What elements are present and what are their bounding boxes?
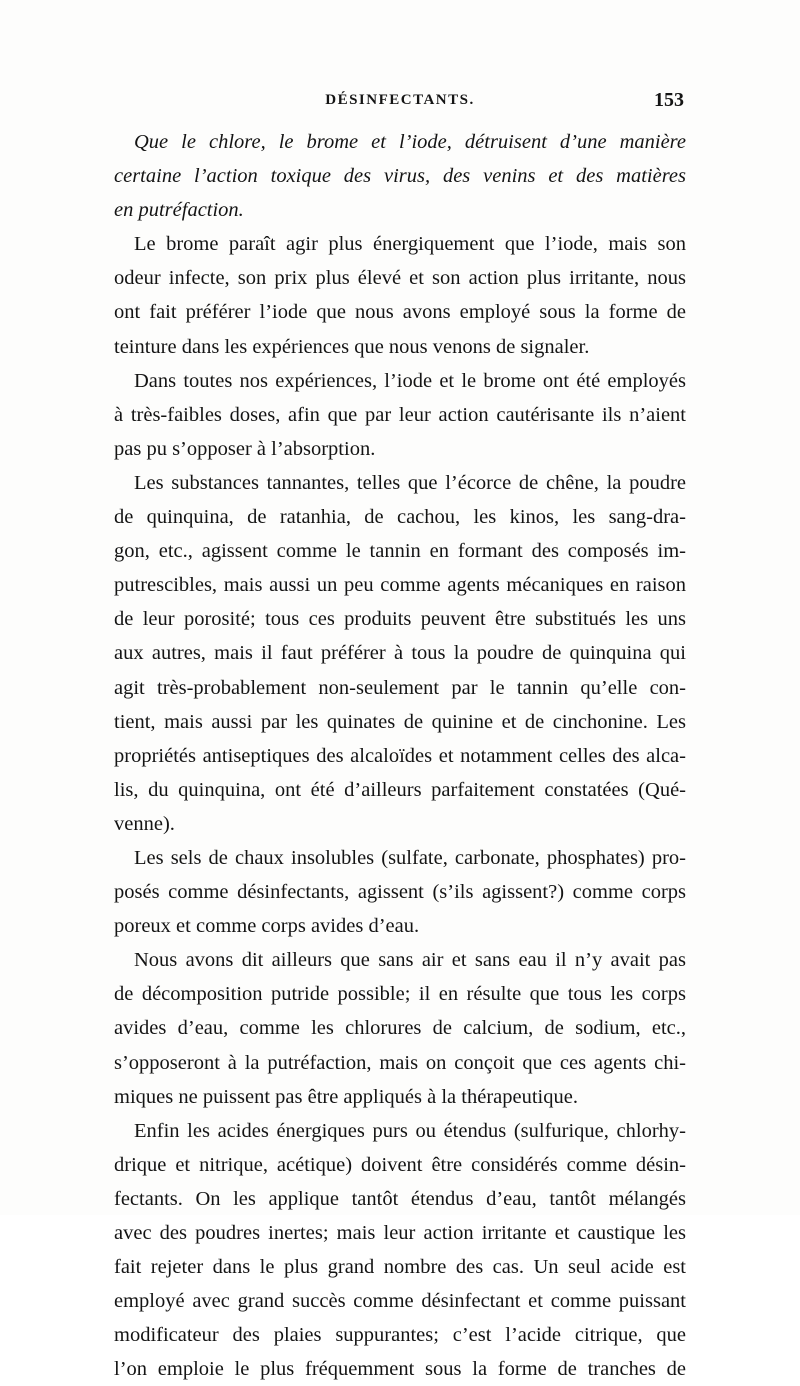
text-line: drique et nitrique, acétique) doivent être considérés comme désin- xyxy=(114,1153,686,1176)
text-line: odeur infecte, son prix plus élevé et son action plus irritante, nous xyxy=(114,267,686,290)
text-line: teinture dans les expériences que nous venons de signaler. xyxy=(114,335,590,358)
text-line: posés comme désinfectants, agissent (s’ils agissent?) comme corps xyxy=(114,881,686,904)
text-line: miques ne puissent pas être appliqués à la thérapeutique. xyxy=(114,1085,578,1108)
text-line: tient, mais aussi par les quinates de quinine et de cinchonine. Les xyxy=(114,710,686,733)
text-line: pas pu s’opposer à l’absorption. xyxy=(114,437,376,460)
text-line: venne). xyxy=(114,812,175,835)
text-line: avides d’eau, comme les chlorures de calcium, de sodium, etc., xyxy=(114,1017,686,1040)
text-line: certaine l’action toxique des virus, des venins et des matières xyxy=(114,165,686,188)
text-line: en putréfaction. xyxy=(114,199,244,222)
text-line: de quinquina, de ratanhia, de cachou, les kinos, les sang-dra- xyxy=(114,506,686,529)
page-number: 153 xyxy=(654,89,684,111)
text-line: Les substances tannantes, telles que l’écorce de chêne, la poudre xyxy=(134,471,686,494)
text-line: lis, du quinquina, ont été d’ailleurs parfaitement constatées (Qué- xyxy=(114,778,686,801)
text-line: fait rejeter dans le plus grand nombre des cas. Un seul acide est xyxy=(114,1256,686,1279)
text-line: Que le chlore, le brome et l’iode, détruisent d’une manière xyxy=(134,131,686,153)
text-line: poreux et comme corps avides d’eau. xyxy=(114,915,420,938)
text-line: gon, etc., agissent comme le tannin en formant des composés im- xyxy=(114,540,686,563)
running-head-title: DÉSINFECTANTS. xyxy=(325,92,475,108)
text-line: l’on emploie le plus fréquemment sous la forme de tranches de xyxy=(114,1358,686,1381)
text-line: à très-faibles doses, afin que par leur action cautérisante ils n’aient xyxy=(114,403,686,426)
text-line: employé avec grand succès comme désinfectant et comme puissant xyxy=(114,1290,686,1313)
text-line: de décomposition putride possible; il en résulte que tous les corps xyxy=(114,983,686,1006)
text-line: propriétés antiseptiques des alcaloïdes et notamment celles des alca- xyxy=(114,744,686,767)
text-line: Le brome paraît agir plus énergiquement que l’iode, mais son xyxy=(134,233,686,256)
body-text xyxy=(114,125,686,1386)
text-line: ont fait préférer l’iode que nous avons employé sous la forme de xyxy=(114,301,686,324)
text-line: agit très-probablement non-seulement par le tannin qu’elle con- xyxy=(114,676,686,699)
text-line: Les sels de chaux insolubles (sulfate, carbonate, phosphates) pro- xyxy=(134,846,686,869)
text-line: putrescibles, mais aussi un peu comme agents mécaniques en raison xyxy=(114,574,686,597)
text-line: s’opposeront à la putréfaction, mais on conçoit que ces agents chi- xyxy=(114,1051,686,1074)
running-head xyxy=(114,89,686,120)
text-line: aux autres, mais il faut préférer à tous la poudre de quinquina qui xyxy=(114,642,686,665)
text-line: fectants. On les applique tantôt étendus d’eau, tantôt mélangés xyxy=(114,1187,686,1210)
text-line: modificateur des plaies suppurantes; c’est l’acide citrique, que xyxy=(114,1324,686,1347)
text-line: de leur porosité; tous ces produits peuvent être substitués les uns xyxy=(114,608,686,631)
text-line: Enfin les acides énergiques purs ou étendus (sulfurique, chlorhy- xyxy=(134,1119,686,1142)
text-line: avec des poudres inertes; mais leur action irritante et caustique les xyxy=(114,1222,686,1244)
text-line: Dans toutes nos expériences, l’iode et le brome ont été employés xyxy=(134,369,686,392)
text-line: Nous avons dit ailleurs que sans air et sans eau il n’y avait pas xyxy=(134,949,686,972)
